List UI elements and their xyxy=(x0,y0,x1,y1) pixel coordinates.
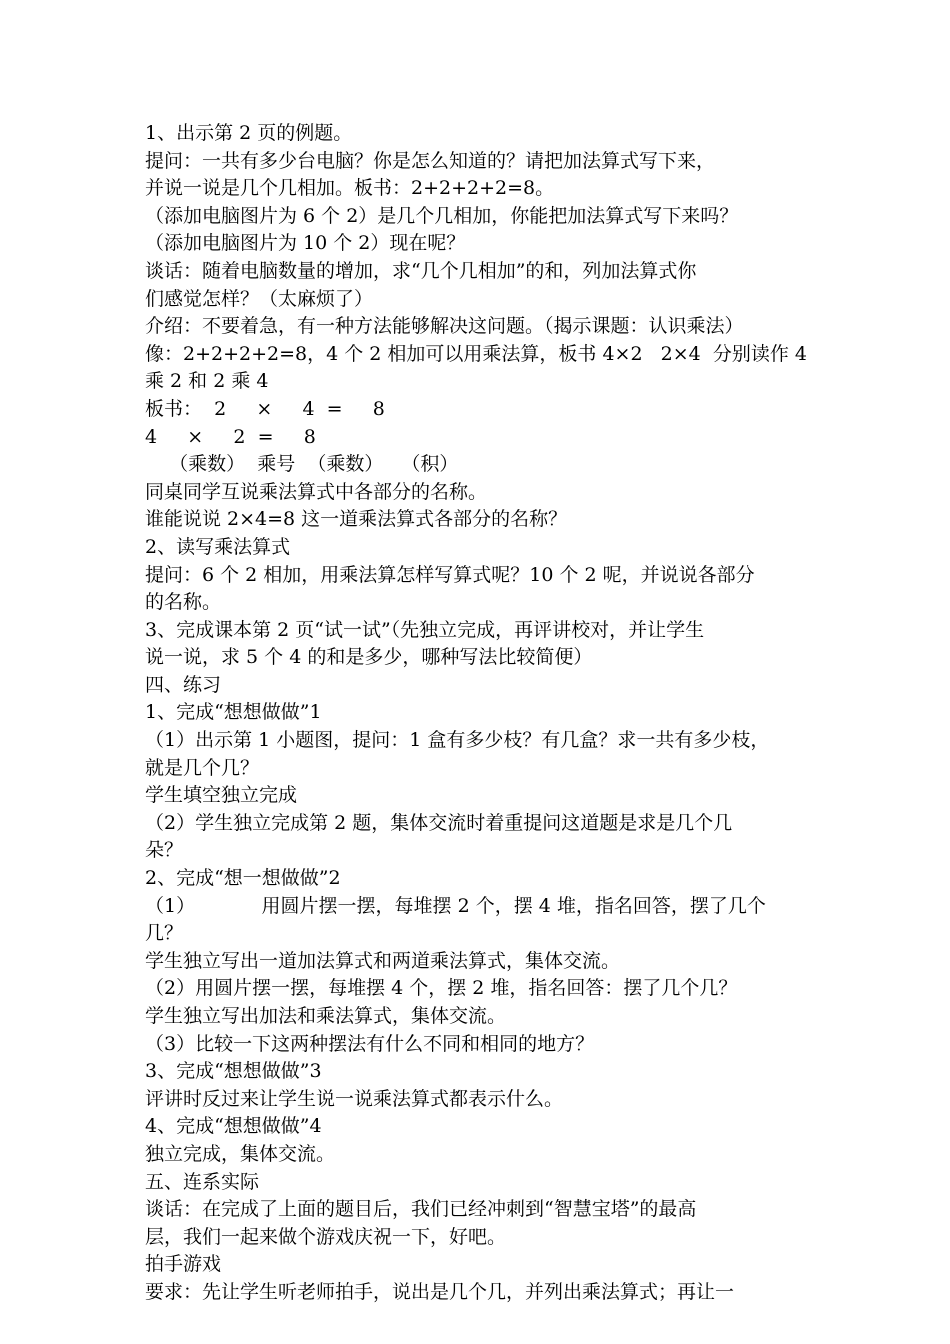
text-line: 提问：6 个 2 相加，用乘法算怎样写算式呢？10 个 2 呢，并说说各部分 xyxy=(145,563,755,586)
text-line: 1、完成“想想做做”1 xyxy=(145,701,322,724)
text-line: 独立完成，集体交流。 xyxy=(145,1142,336,1165)
text-line: 提问：一共有多少台电脑？你是怎么知道的？请把加法算式写下来， xyxy=(145,149,716,172)
text-line: 同桌同学互说乘法算式中各部分的名称。 xyxy=(145,480,488,503)
text-line: 乘 2 和 2 乘 4 xyxy=(145,370,269,393)
section-heading: 2、读写乘法算式 xyxy=(145,535,291,558)
text-line: （添加电脑图片为 10 个 2）现在呢？ xyxy=(145,232,466,255)
text-line: 的名称。 xyxy=(145,591,222,614)
text-line: 3、完成“想想做做”3 xyxy=(145,1060,322,1083)
text-line: （2）用圆片摆一摆，每堆摆 4 个，摆 2 堆，指名回答：摆了几个几？ xyxy=(145,977,738,1000)
text-line: （3）比较一下这两种摆法有什么不同和相同的地方？ xyxy=(145,1032,595,1055)
text-line: 像：2+2+2+2=8，4 个 2 相加可以用乘法算，板书 4×2 2×4 分别读作 4 xyxy=(145,342,807,365)
text-line: 1、出示第 2 页的例题。 xyxy=(145,122,353,144)
text-line: （1） 用圆片摆一摆，每堆摆 2 个，摆 4 堆，指名回答，摆了几个 xyxy=(145,894,766,917)
board-writing-line: 板书： 2 × 4 = 8 xyxy=(145,397,385,420)
text-line: 评讲时反过来让学生说一说乘法算式都表示什么。 xyxy=(145,1087,564,1110)
section-heading: 四、练习 xyxy=(145,673,222,696)
text-line: （1）出示第 1 小题图，提问：1 盒有多少枝？有几盒？求一共有多少枝， xyxy=(145,729,770,752)
text-line: 几？ xyxy=(145,922,184,945)
text-line: 拍手游戏 xyxy=(145,1253,222,1276)
text-line: 说一说，求 5 个 4 的和是多少，哪种写法比较简便） xyxy=(145,646,593,669)
text-line: 并说一说是几个几相加。板书：2+2+2+2=8。 xyxy=(145,177,555,200)
text-line: （添加电脑图片为 6 个 2）是几个几相加，你能把加法算式写下来吗？ xyxy=(145,204,739,227)
section-heading: 五、连系实际 xyxy=(145,1170,260,1193)
text-line: 3、完成课本第 2 页“试一试”（先独立完成，再评讲校对，并让学生 xyxy=(145,618,705,641)
text-line: 朵？ xyxy=(145,839,184,862)
text-line: 4、完成“想想做做”4 xyxy=(145,1115,322,1138)
text-line: （2）学生独立完成第 2 题，集体交流时着重提问这道题是求是几个几 xyxy=(145,811,733,834)
text-line: 就是几个几？ xyxy=(145,756,260,779)
text-line: 介绍：不要着急，有一种方法能够解决这问题。（揭示课题：认识乘法） xyxy=(145,315,744,338)
text-line: 2、完成“想一想做做”2 xyxy=(145,867,341,890)
text-line: 谈话：随着电脑数量的增加，求“几个几相加”的和，列加法算式你 xyxy=(145,259,697,282)
document-body xyxy=(145,120,810,1307)
board-writing-line: 4 × 2 = 8 xyxy=(145,425,316,448)
text-line: 们感觉怎样？（太麻烦了） xyxy=(145,287,374,310)
text-line: 要求：先让学生听老师拍手，说出是几个几，并列出乘法算式；再让一 xyxy=(145,1280,735,1303)
text-line: 层，我们一起来做个游戏庆祝一下，好吧。 xyxy=(145,1225,507,1248)
board-writing-labels: （乘数） 乘号 （乘数） （积） xyxy=(145,453,459,476)
text-line: 学生填空独立完成 xyxy=(145,784,298,807)
text-line: 谈话：在完成了上面的题目后，我们已经冲刺到“智慧宝塔”的最高 xyxy=(145,1198,697,1221)
text-line: 谁能说说 2×4=8 这一道乘法算式各部分的名称？ xyxy=(145,508,568,531)
text-line: 学生独立写出加法和乘法算式，集体交流。 xyxy=(145,1005,507,1027)
text-line: 学生独立写出一道加法算式和两道乘法算式，集体交流。 xyxy=(145,949,621,972)
